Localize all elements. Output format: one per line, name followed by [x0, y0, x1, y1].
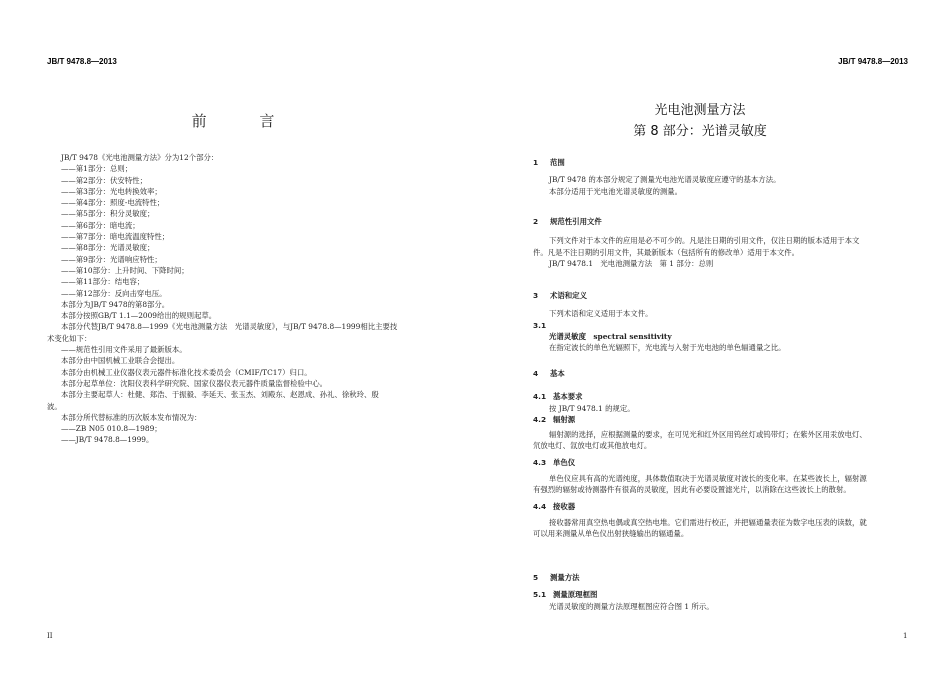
section-title: 基本 [550, 369, 565, 378]
foreword-line: 本部分代替JB/T 9478.8—1999《光电池测量方法 光谱灵敏度》，与JB/T 9478.8—1999相比主要技 [61, 322, 398, 332]
subsection-number: 4.1 [533, 392, 547, 402]
paragraph: 辐射源的选择，应根据测量的要求，在可见光和红外区用钨丝灯或钨带灯；在紫外区用汞放电灯、 [549, 430, 867, 440]
subsection-number: 3.1 [533, 320, 547, 330]
paragraph: 接收器常用真空热电偶或真空热电堆。它们需进行校正，并把辐通量表征为数字电压表的读数，就 [549, 517, 867, 527]
subsection-number: 5.1 [533, 590, 547, 600]
foreword-title: 前 言 [191, 112, 299, 130]
foreword-line: ——第7部分：暗电流温度特性； [61, 232, 170, 242]
foreword-line: 本部分按照GB/T 1.1—2009给出的规则起草。 [61, 311, 217, 321]
subsection-title: 基本要求 [553, 392, 583, 402]
section-3 [533, 290, 913, 353]
foreword-line: 术变化如下： [47, 333, 92, 343]
subsection-number: 4.4 [533, 501, 547, 511]
section-number: 5 [533, 573, 539, 582]
foreword-line: ——第8部分：光谱灵敏度； [61, 243, 155, 253]
paragraph: 件。凡是不注日期的引用文件，其最新版本（包括所有的修改单）适用于本文件。 [533, 247, 800, 257]
paragraph: 光谱灵敏度的测量方法原理框图应符合图 1 所示。 [549, 601, 714, 611]
foreword-line: ——JB/T 9478.8—1999。 [61, 435, 154, 445]
foreword-line: 本部分主要起草人：杜健、郑浩、于振毅、李延天、张玉杰、刘殿东、赵恩成、孙礼、徐秋玲、殷 [61, 390, 379, 400]
section-number: 2 [533, 217, 539, 226]
subsection-title: 单色仪 [553, 457, 576, 467]
subsection-number: 4.2 [533, 414, 547, 424]
foreword-line: 本部分由机械工业仪器仪表元器件标准化技术委员会（CMIF/TC17）归口。 [61, 367, 312, 377]
paragraph: 下列术语和定义适用于本文件。 [549, 309, 653, 319]
page-number-right: 1 [903, 632, 908, 640]
foreword-line: ——第1部分：总则； [61, 164, 133, 174]
paragraph: 按 JB/T 9478.1 的规定。 [549, 403, 635, 413]
section-number: 1 [533, 158, 539, 167]
definition: 在指定波长的单色光辐照下，光电流与入射于光电池的单色辐通量之比。 [549, 343, 786, 353]
foreword-line: 波。 [47, 401, 62, 411]
section-number: 4 [533, 369, 539, 378]
foreword-line: ——第4部分：照度-电流特性； [61, 198, 165, 208]
foreword-line: ——第11部分：结电容； [61, 277, 145, 287]
term-chinese: 光谱灵敏度 [549, 331, 586, 341]
subsection-number: 4.3 [533, 457, 547, 467]
foreword-line: ——ZB N05 010.8—1989； [61, 424, 162, 434]
paragraph: 单色仪应具有高的光谱纯度，具体数值取决于光谱灵敏度对波长的变化率。在某些波长上，辐射源 [549, 474, 867, 484]
document-subtitle: 第 8 部分：光谱灵敏度 [633, 124, 767, 139]
paragraph: 下列文件对于本文件的应用是必不可少的。凡是注日期的引用文件，仅注日期的版本适用于本文 [549, 236, 860, 246]
foreword-line: ——第9部分：光谱响应特性； [61, 254, 162, 264]
section-2 [533, 216, 913, 269]
paragraph: 本部分适用于光电池光谱灵敏度的测量。 [549, 186, 683, 196]
section-title: 术语和定义 [550, 291, 587, 300]
section-1 [533, 157, 913, 197]
foreword-line: ——第2部分：伏安特性； [61, 175, 147, 185]
header-left: JB/T 9478.8—2013 [47, 57, 117, 66]
page-number-left: II [47, 632, 53, 640]
foreword-line: ——第5部分：积分灵敏度； [61, 209, 155, 219]
section-5 [533, 572, 913, 612]
foreword-line: ——第3部分：光电转换效率； [61, 186, 162, 196]
paragraph: JB/T 9478 的本部分规定了测量光电池光谱灵敏度应遵守的基本方法。 [549, 175, 781, 185]
document-title: 光电池测量方法 [654, 103, 746, 118]
term-english: spectral sensitivity [593, 331, 672, 341]
foreword-line: 本部分为JB/T 9478的第8部分。 [61, 299, 170, 309]
foreword-body [47, 152, 467, 446]
foreword-line: ——第10部分：上升时间、下降时间； [61, 265, 189, 275]
section-4 [533, 368, 913, 540]
foreword-line: ——规范性引用文件采用了最新版本。 [61, 345, 187, 355]
paragraph: JB/T 9478.1 光电池测量方法 第 1 部分：总则 [549, 258, 714, 268]
section-title: 测量方法 [550, 573, 580, 582]
foreword-line: 本部分所代替标准的历次版本发布情况为： [61, 412, 202, 422]
section-title: 规范性引用文件 [550, 217, 602, 226]
section-title: 范围 [550, 158, 565, 167]
paragraph: 有强烈的辐射或待测器件有很高的灵敏度，因此有必要设置滤光片，以消除在这些波长上的散射。 [533, 485, 851, 495]
foreword-line: 本部分由中国机械工业联合会提出。 [61, 356, 180, 366]
header-right: JB/T 9478.8—2013 [838, 57, 908, 66]
section-number: 3 [533, 291, 539, 300]
paragraph: 氘放电灯、氙放电灯或其他放电灯。 [533, 441, 652, 451]
foreword-line: ——第12部分：反向击穿电压。 [61, 288, 167, 298]
foreword-line: 本部分起草单位：沈阳仪表科学研究院、国家仪器仪表元器件质量监督检验中心。 [61, 378, 328, 388]
foreword-line: ——第6部分：暗电流； [61, 220, 140, 230]
paragraph: 可以用来测量从单色仪出射狭缝输出的辐通量。 [533, 529, 689, 539]
subsection-title: 接收器 [553, 501, 576, 511]
subsection-title: 测量原理框图 [553, 590, 598, 600]
subsection-title: 辐射源 [553, 414, 576, 424]
foreword-line: JB/T 9478《光电池测量方法》分为12个部分： [61, 153, 219, 162]
